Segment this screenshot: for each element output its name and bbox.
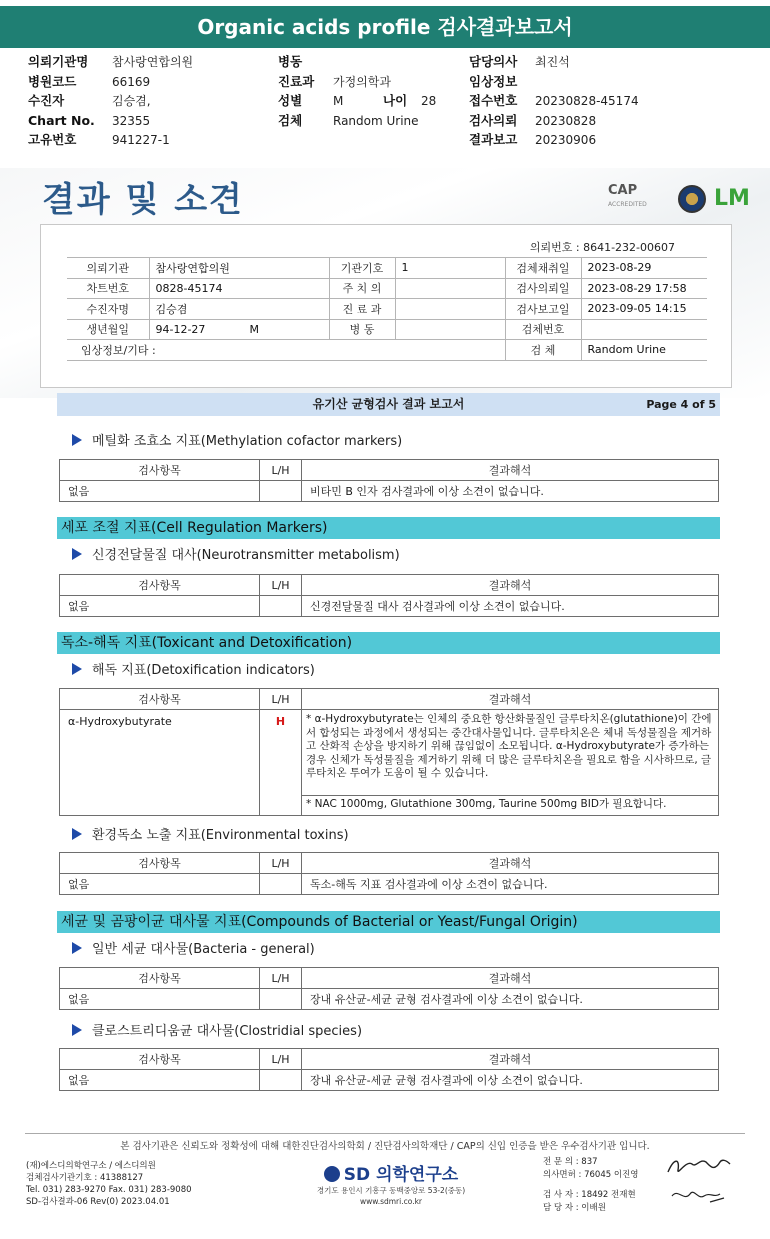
- field-value: M: [333, 94, 344, 108]
- result-item: 없음: [60, 874, 260, 895]
- triangle-bullet-icon: [72, 828, 82, 840]
- header-interp: 결과해석: [302, 575, 719, 596]
- result-item: 없음: [60, 596, 260, 617]
- result-lh: [260, 596, 302, 617]
- report-title-banner: Organic acids profile 검사결과보고서: [0, 6, 770, 48]
- field-value: 20230828-45174: [535, 94, 639, 108]
- field-value: 941227-1: [112, 133, 170, 147]
- info-label: 진 료 과: [329, 299, 395, 320]
- field-value: 가정의학과: [333, 74, 391, 89]
- header-interp: 결과해석: [302, 689, 719, 710]
- field-label: Chart No.: [28, 112, 95, 128]
- cap-logo: [608, 184, 670, 214]
- clinical-info-label: 임상정보/기타 :: [67, 340, 505, 361]
- field-value: Random Urine: [333, 113, 419, 128]
- result-item: 없음: [60, 1070, 260, 1091]
- subsection-bacteria: [72, 938, 315, 957]
- table-row: [60, 710, 719, 796]
- info-row: [67, 258, 707, 279]
- sd-logo: [306, 1160, 476, 1185]
- cap-logo-sub: ACCREDITED: [608, 201, 647, 208]
- header-interp: 결과해석: [302, 460, 719, 481]
- header-lh: L/H: [260, 689, 302, 710]
- triangle-bullet-icon: [72, 434, 82, 446]
- result-lh: [260, 1070, 302, 1091]
- info-label: 검사의뢰일: [505, 278, 581, 299]
- table-row: [60, 596, 719, 617]
- birthdate-value: 94-12-27: [155, 322, 206, 336]
- bacteria-table: [59, 967, 719, 1010]
- institute-address: 경기도 용인시 기흥구 동백중앙로 53-2(중동): [316, 1186, 466, 1195]
- info-row: [67, 299, 707, 320]
- clostridia-table: [59, 1048, 719, 1091]
- field-label: 고유번호: [28, 132, 77, 147]
- info-row: [67, 278, 707, 299]
- signatory-line: 담 당 자 : 이배원: [543, 1202, 606, 1213]
- field-label: 검사의뢰: [469, 112, 518, 128]
- header-lh: L/H: [260, 968, 302, 989]
- institute-line: SD-검사결과-06 Rev(0) 2023.04.01: [26, 1197, 170, 1207]
- recommendation: * NAC 1000mg, Glutathione 300mg, Taurine 500mg BID가 필요합니다.: [302, 796, 719, 816]
- field-label: 결과보고: [469, 132, 518, 147]
- info-value: 2023-08-29 17:58: [581, 278, 707, 299]
- field-label: 검체: [278, 112, 303, 128]
- result-item: 없음: [60, 989, 260, 1010]
- request-info-box: [40, 224, 732, 388]
- patient-col-3: [469, 52, 639, 150]
- subsection-neuro: [72, 544, 400, 563]
- field-value: 최진석: [535, 55, 570, 69]
- footer-divider: [25, 1133, 745, 1134]
- accreditation-note: 본 검사기관은 신뢰도와 정확성에 대해 대한진단검사의학회 / 진단검사의학재단 / CAP의 신입 인증을 받은 우수검사기관 입니다.: [120, 1141, 650, 1152]
- info-value: 1: [395, 258, 505, 279]
- info-row: [67, 340, 707, 361]
- field-label: 성별: [278, 93, 303, 108]
- field-label: 담당의사: [469, 54, 518, 69]
- result-lh: [260, 481, 302, 502]
- header-item: 검사항목: [60, 689, 260, 710]
- info-value: [581, 319, 707, 340]
- info-label: 의뢰기관: [67, 258, 149, 279]
- info-label: 차트번호: [67, 278, 149, 299]
- header-item: 검사항목: [60, 968, 260, 989]
- field-value: 20230906: [535, 133, 597, 147]
- request-info-table: [67, 257, 707, 361]
- subsection-title: 환경독소 노출 지표(Environmental toxins): [92, 828, 349, 843]
- header-lh: L/H: [260, 1049, 302, 1070]
- field-label: 병동: [278, 54, 303, 69]
- result-lh: [260, 989, 302, 1010]
- methylation-table: [59, 459, 719, 502]
- info-value: [149, 319, 329, 340]
- table-header-row: [60, 853, 719, 874]
- subsection-title: 해독 지표(Detoxification indicators): [92, 663, 315, 678]
- field-value: 참사랑연합의원: [112, 55, 194, 69]
- subsection-title: 메틸화 조효소 지표(Methylation cofactor markers): [92, 434, 403, 449]
- info-value: 2023-09-05 14:15: [581, 299, 707, 320]
- report-title-bar: [57, 393, 720, 416]
- table-row: [60, 989, 719, 1010]
- section-bacterial: 세균 및 곰팡이균 대사물 지표(Compounds of Bacterial or Yeast/Fungal Origin): [57, 911, 720, 933]
- subsection-env: [72, 824, 349, 843]
- header-lh: L/H: [260, 460, 302, 481]
- section-toxicant: 독소-해독 지표(Toxicant and Detoxification): [57, 632, 720, 654]
- signature-mark-2: [664, 1182, 734, 1208]
- request-number: 의뢰번호 : 8641-232-00607: [529, 241, 675, 254]
- field-label: 병원코드: [28, 73, 77, 89]
- institute-website: www.sdmri.co.kr: [359, 1197, 422, 1206]
- gender-value: M: [249, 322, 259, 336]
- info-label: 병 동: [329, 319, 395, 340]
- table-header-row: [60, 575, 719, 596]
- institute-line: (재)에스디의학연구소 / 에스디의원: [26, 1161, 156, 1171]
- header-interp: 결과해석: [302, 968, 719, 989]
- triangle-bullet-icon: [72, 548, 82, 560]
- institute-info: [26, 1160, 192, 1208]
- result-interp: * α-Hydroxybutyrate는 인체의 중요한 항산화물질인 글루타치온(glutathione)이 간에서 합성되는 과정에서 생성되는 중간대사물입니다. 글루타치온은 체내 독성물질을 제거하고 산화적 손상을 방지하기 위해 끊임없이 소모됩니다. α-Hydroxybutyrate가 증가하는 경우 신체가 독성물질을 제거하기 위해 더 많은 글루타치온을 필요로 함을 시사하므로, 글루타치온 투여가 도움이 될 수 있습니다.: [302, 710, 719, 796]
- header-item: 검사항목: [60, 575, 260, 596]
- field-label: 접수번호: [469, 93, 518, 108]
- info-label: 검체채취일: [505, 258, 581, 279]
- sd-institute-logo-block: [306, 1160, 476, 1207]
- result-interp: 장내 유산균-세균 균형 검사결과에 이상 소견이 없습니다.: [302, 989, 719, 1010]
- triangle-bullet-icon: [72, 663, 82, 675]
- subsection-methylation: [72, 430, 402, 449]
- field-value: 32355: [112, 113, 151, 128]
- env-table: [59, 852, 719, 895]
- cap-logo-text: CAP: [608, 183, 638, 198]
- field-label: 의뢰기관명: [28, 54, 89, 69]
- info-label: 검체번호: [505, 319, 581, 340]
- subsection-clostridia: [72, 1020, 362, 1039]
- report-title: 유기산 균형검사 결과 보고서: [312, 397, 465, 411]
- field-value: 김승겸,: [112, 94, 151, 108]
- result-item: 없음: [60, 481, 260, 502]
- accreditation-logos: [608, 183, 750, 214]
- info-label: 기관기호: [329, 258, 395, 279]
- field-value: 66169: [112, 74, 151, 89]
- patient-col-2: [278, 52, 436, 130]
- table-row: [60, 481, 719, 502]
- field-label: 수진자: [28, 93, 65, 108]
- table-header-row: [60, 968, 719, 989]
- info-value: [395, 299, 505, 320]
- header-lh: L/H: [260, 575, 302, 596]
- sd-logo-text: SD 의학연구소: [343, 1165, 459, 1185]
- seal-logo: [678, 185, 706, 213]
- detox-table: [59, 688, 719, 816]
- signatory-line: 전 문 의 : 837: [543, 1157, 598, 1167]
- header-interp: 결과해석: [302, 1049, 719, 1070]
- signatory-line: 의사면허 : 76045 이진영: [543, 1169, 639, 1180]
- age-label: 나이: [383, 93, 408, 108]
- info-value: [395, 319, 505, 340]
- info-label: 생년월일: [67, 319, 149, 340]
- result-interp: 독소-해독 지표 검사결과에 이상 소견이 없습니다.: [302, 874, 719, 895]
- sd-logo-icon: [324, 1166, 340, 1182]
- patient-col-1: [28, 52, 193, 150]
- section-cell-regulation: 세포 조절 지표(Cell Regulation Markers): [57, 517, 720, 539]
- page-number: Page 4 of 5: [646, 398, 716, 411]
- result-interp: 비타민 B 인자 검사결과에 이상 소견이 없습니다.: [302, 481, 719, 502]
- subsection-title: 클로스트리디움균 대사물(Clostridial species): [92, 1024, 363, 1039]
- info-row: [67, 319, 707, 340]
- header-item: 검사항목: [60, 853, 260, 874]
- table-header-row: [60, 1049, 719, 1070]
- header-lh: L/H: [260, 853, 302, 874]
- result-interp: 신경전달물질 대사 검사결과에 이상 소견이 없습니다.: [302, 596, 719, 617]
- header-item: 검사항목: [60, 460, 260, 481]
- neuro-table: [59, 574, 719, 617]
- institute-line: 검체검사기관기호 : 41388127: [26, 1173, 144, 1183]
- table-header-row: [60, 460, 719, 481]
- info-label: 주 치 의: [329, 278, 395, 299]
- signatory-spacer: [543, 1181, 639, 1189]
- result-lh: [260, 874, 302, 895]
- header-item: 검사항목: [60, 1049, 260, 1070]
- result-item: α-Hydroxybutyrate: [60, 710, 260, 816]
- table-row: [60, 874, 719, 895]
- subsection-title: 일반 세균 대사물(Bacteria - general): [92, 942, 315, 957]
- institute-line: Tel. 031) 283-9270 Fax. 031) 283-9080: [26, 1185, 192, 1195]
- info-value: 0828-45174: [149, 278, 329, 299]
- table-header-row: [60, 689, 719, 710]
- field-label: 임상정보: [469, 73, 518, 89]
- lm-logo: LM: [714, 186, 750, 211]
- triangle-bullet-icon: [72, 1024, 82, 1036]
- info-label: 수진자명: [67, 299, 149, 320]
- signatory-line: 검 사 자 : 18492 전재현: [543, 1190, 636, 1200]
- info-value: 참사랑연합의원: [149, 258, 329, 279]
- header-interp: 결과해석: [302, 853, 719, 874]
- table-row: [60, 1070, 719, 1091]
- subsection-title: 신경전달물질 대사(Neurotransmitter metabolism): [92, 548, 400, 563]
- specimen-value: Random Urine: [581, 340, 707, 361]
- info-value: 2023-08-29: [581, 258, 707, 279]
- info-value: [395, 278, 505, 299]
- result-interp: 장내 유산균-세균 균형 검사결과에 이상 소견이 없습니다.: [302, 1070, 719, 1091]
- field-label: 진료과: [278, 73, 315, 89]
- triangle-bullet-icon: [72, 942, 82, 954]
- info-label: 검사보고일: [505, 299, 581, 320]
- result-title: 결과 및 소견: [42, 180, 244, 220]
- info-label: 검 체: [505, 340, 581, 361]
- info-value: 김승겸: [149, 299, 329, 320]
- subsection-detox: [72, 659, 315, 678]
- signatory-info: [543, 1156, 639, 1214]
- field-value: 20230828: [535, 113, 597, 128]
- age-value: 28: [421, 94, 437, 108]
- signature-mark-1: [664, 1154, 734, 1180]
- high-flag: H: [260, 710, 302, 816]
